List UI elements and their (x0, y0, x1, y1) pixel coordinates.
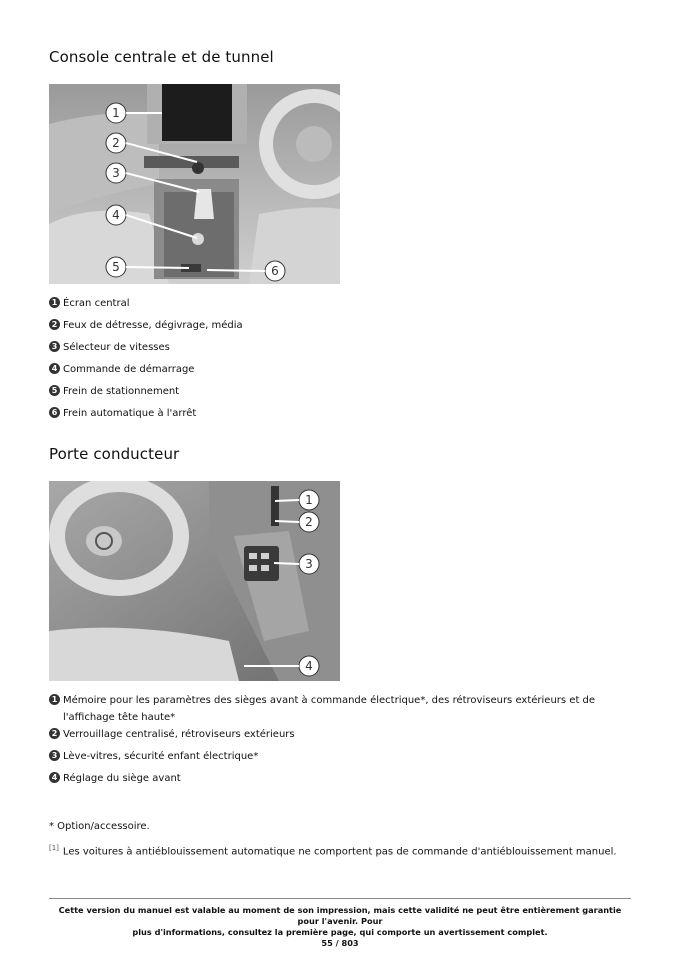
page-footer (49, 898, 631, 949)
svg-text:3: 3 (112, 166, 120, 180)
list-item (49, 405, 629, 427)
callout-number: 2 (49, 319, 60, 330)
svg-text:3: 3 (305, 557, 313, 571)
list-item (49, 361, 629, 383)
callout-number: 6 (49, 407, 60, 418)
footnote (49, 840, 639, 860)
driver-door-photo (49, 481, 340, 681)
list-item (49, 726, 629, 748)
footnote-ref[interactable]: [1] (49, 844, 59, 852)
section-title-driver-door: Porte conducteur (49, 445, 180, 463)
item-text: Frein automatique à l'arrêt (63, 408, 197, 419)
footnote-text: Les voitures à antiéblouissement automatique ne comportent pas de commande d'antiéblouissement manuel. (62, 846, 617, 858)
callout-number: 2 (49, 728, 60, 739)
svg-text:1: 1 (305, 493, 313, 507)
item-text: Écran central (63, 298, 130, 309)
list-item (49, 692, 629, 726)
footer-disclaimer-line2: plus d'informations, consultez la première page, qui comporte un avertissement complet. (132, 927, 548, 937)
item-text: Sélecteur de vitesses (63, 342, 170, 353)
item-text: Feux de détresse, dégivrage, média (63, 320, 243, 331)
console-photo (49, 84, 340, 284)
item-text: Lève-vitres, sécurité enfant électrique* (63, 751, 259, 762)
svg-text:1: 1 (112, 106, 120, 120)
svg-text:6: 6 (271, 264, 279, 278)
notes (49, 819, 639, 860)
callout-number: 3 (49, 341, 60, 352)
window-switch-panel (244, 546, 279, 581)
list-item (49, 748, 629, 770)
center-screen (162, 84, 232, 141)
item-text: Verrouillage centralisé, rétroviseurs extérieurs (63, 729, 295, 740)
callout-number: 4 (49, 772, 60, 783)
option-note: * Option/accessoire. (49, 821, 150, 832)
item-text: Frein de stationnement (63, 386, 180, 397)
callout-number: 5 (49, 385, 60, 396)
list-item (49, 383, 629, 405)
list-item (49, 317, 629, 339)
callout-number: 1 (49, 297, 60, 308)
list-item (49, 339, 629, 361)
item-text: Mémoire pour les paramètres des sièges avant à commande électrique*, des rétroviseurs extérieurs et de l'affichage tête haute* (63, 695, 596, 723)
callout-number: 4 (49, 363, 60, 374)
gear-selector (194, 189, 214, 219)
item-text: Commande de démarrage (63, 364, 195, 375)
svg-text:5: 5 (112, 260, 120, 274)
svg-text:2: 2 (305, 515, 313, 529)
svg-text:4: 4 (305, 659, 313, 673)
list-item (49, 770, 629, 792)
door-illustration (49, 481, 340, 681)
list-item (49, 295, 629, 317)
svg-text:2: 2 (112, 136, 120, 150)
section-title-console: Console centrale et de tunnel (49, 48, 274, 66)
console-legend (49, 295, 629, 427)
console-illustration (49, 84, 340, 284)
callout-number: 1 (49, 694, 60, 705)
driver-door-legend (49, 692, 629, 792)
page-number: 55 / 803 (321, 938, 359, 948)
item-text: Réglage du siège avant (63, 773, 181, 784)
footer-disclaimer-line1: Cette version du manuel est valable au moment de son impression, mais cette validité ne peut être entièrement garantie pour l'avenir. Pour (58, 905, 622, 926)
svg-text:4: 4 (112, 208, 120, 222)
callout-number: 3 (49, 750, 60, 761)
